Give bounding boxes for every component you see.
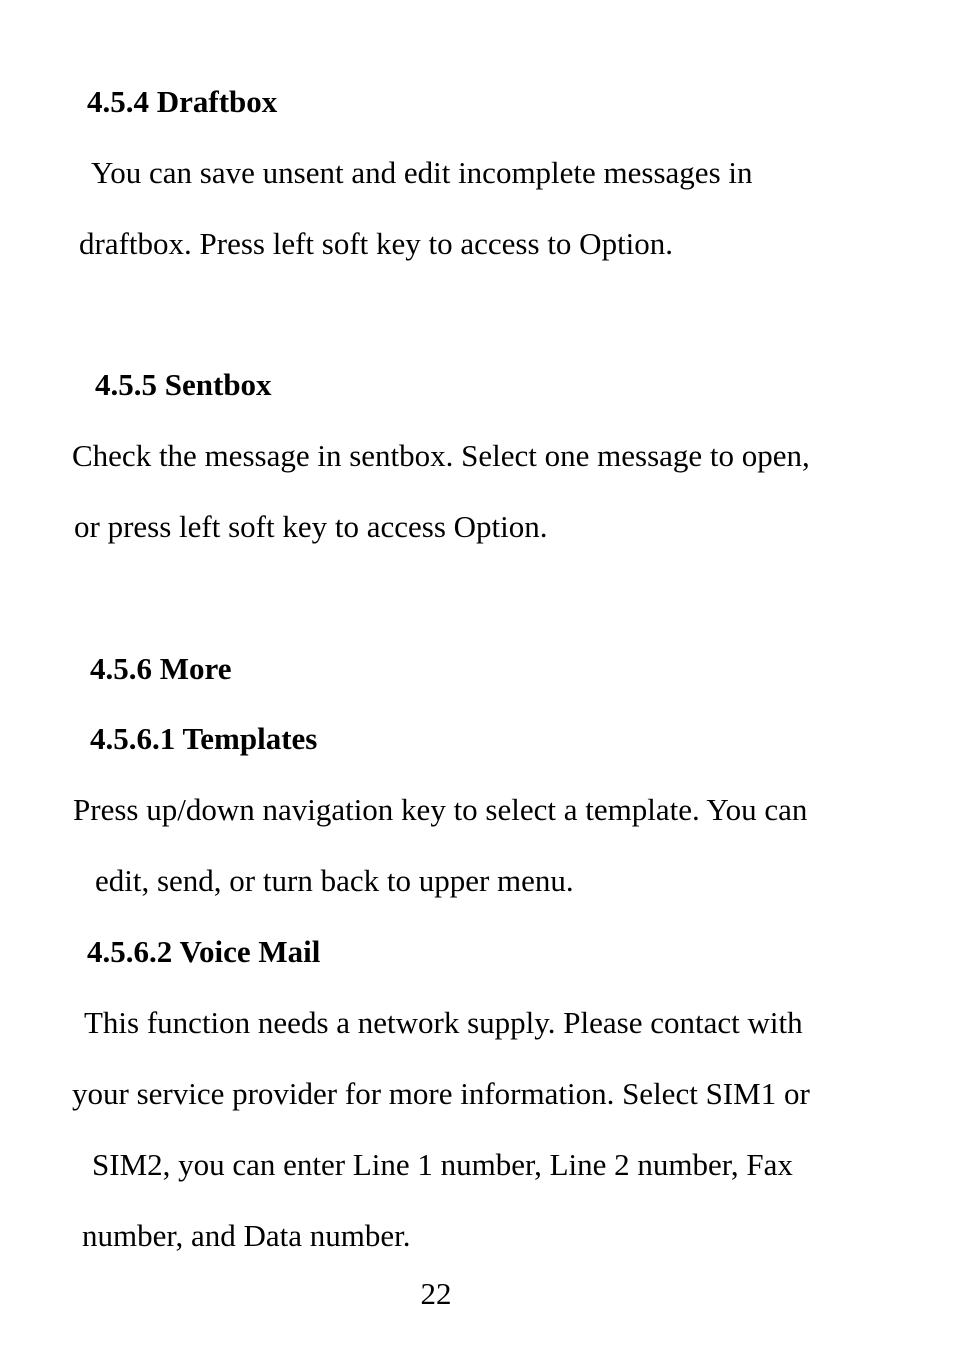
section-heading-more: 4.5.6 More [90, 651, 232, 686]
voice-mail-text-line-4: number, and Data number. [82, 1218, 411, 1253]
sentbox-text-line-1: Check the message in sentbox. Select one message to open, [72, 438, 810, 473]
section-heading-templates: 4.5.6.1 Templates [90, 721, 318, 756]
sentbox-text-line-2: or press left soft key to access Option. [74, 509, 548, 544]
section-heading-voice-mail: 4.5.6.2 Voice Mail [87, 934, 321, 969]
page-number: 22 [420, 1276, 452, 1311]
draftbox-text-line-1: You can save unsent and edit incomplete messages in [91, 155, 753, 190]
templates-text-line-1: Press up/down navigation key to select a template. You can [73, 792, 808, 827]
voice-mail-text-line-3: SIM2, you can enter Line 1 number, Line 2 number, Fax [92, 1147, 793, 1182]
draftbox-text-line-2: draftbox. Press left soft key to access to Option. [79, 226, 674, 261]
section-heading-draftbox: 4.5.4 Draftbox [87, 84, 278, 119]
templates-text-line-2: edit, send, or turn back to upper menu. [95, 863, 574, 898]
section-heading-sentbox: 4.5.5 Sentbox [95, 367, 272, 402]
voice-mail-text-line-1: This function needs a network supply. Please contact with [84, 1005, 803, 1040]
voice-mail-text-line-2: your service provider for more information. Select SIM1 or [72, 1076, 810, 1111]
